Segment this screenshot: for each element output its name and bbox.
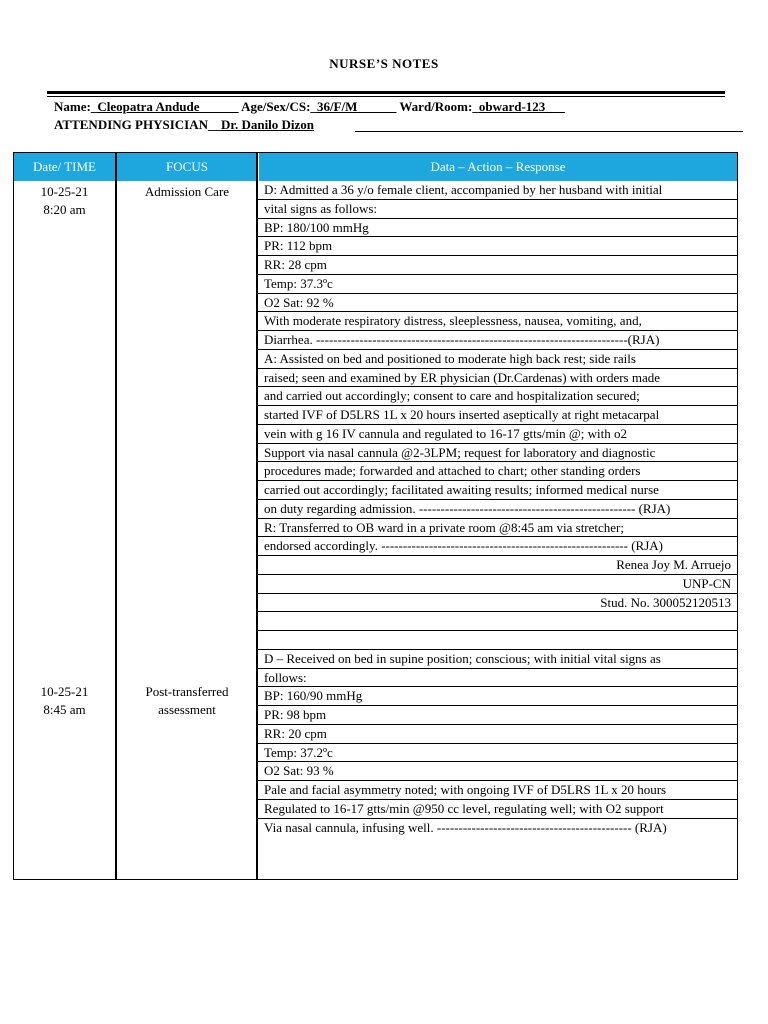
page-title: NURSE’S NOTES — [329, 56, 439, 71]
dar-row: and carried out accordingly; consent to care and hospitalization secured; — [258, 387, 737, 406]
header-rule-thin — [47, 96, 725, 97]
dar-row: Temp: 37.2ºc — [258, 744, 737, 763]
dar-row: Support via nasal cannula @2-3LPM; request for laboratory and diagnostic — [258, 444, 737, 463]
entry2-focus-line1: Post-transferred — [145, 684, 229, 699]
agesex-blank: ______ — [357, 99, 397, 114]
dar-row: vital signs as follows: — [258, 200, 737, 219]
name-label: Name:_ — [54, 99, 98, 114]
dar-row: PR: 112 bpm — [258, 237, 737, 256]
dar-row: R: Transferred to OB ward in a private room @8:45 am via stretcher; — [258, 519, 737, 538]
dar-row: on duty regarding admission. -------------------------------------------------- (RJA) — [258, 500, 737, 519]
dar-row: endorsed accordingly. --------------------------------------------------------- (RJA) — [258, 537, 737, 556]
dar-row: BP: 180/100 mmHg — [258, 219, 737, 238]
column-header-focus: FOCUS — [117, 153, 257, 181]
patient-agesex: 36/F/M — [316, 99, 358, 114]
patient-info-line — [54, 99, 565, 115]
dar-row: Renea Joy M. Arruejo — [258, 556, 737, 575]
entry1-focus: Admission Care — [144, 184, 230, 199]
entry1-time: 8:20 am — [43, 202, 86, 217]
column-divider — [115, 153, 117, 879]
column-header-date: Date/ TIME — [14, 153, 115, 181]
dar-row: O2 Sat: 93 % — [258, 762, 737, 781]
dar-row: carried out accordingly; facilitated awaiting results; informed medical nurse — [258, 481, 737, 500]
dar-row: A: Assisted on bed and positioned to moderate high back rest; side rails — [258, 350, 737, 369]
ward-label: Ward/Room:_ — [399, 99, 479, 114]
dar-row: follows: — [258, 669, 737, 688]
dar-row: D – Received on bed in supine position; conscious; with initial vital signs as — [258, 650, 737, 669]
notes-table — [13, 152, 738, 880]
ward-blank: ___ — [545, 99, 565, 114]
entry1-date: 10-25-21 — [40, 184, 89, 199]
name-blank: ______ — [199, 99, 239, 114]
dar-row: D: Admitted a 36 y/o female client, accompanied by her husband with initial — [258, 181, 737, 200]
entry2-date: 10-25-21 — [40, 684, 89, 699]
dar-row: procedures made; forwarded and attached to chart; other standing orders — [258, 462, 737, 481]
agesex-label: Age/Sex/CS:_ — [241, 99, 317, 114]
dar-row: vein with g 16 IV cannula and regulated to 16-17 gtts/min @; with o2 — [258, 425, 737, 444]
physician-line — [54, 117, 314, 133]
physician-name: Dr. Danilo Dizon — [220, 117, 315, 132]
dar-row: O2 Sat: 92 % — [258, 294, 737, 313]
dar-row: RR: 28 cpm — [258, 256, 737, 275]
physician-underline — [355, 131, 743, 132]
dar-row — [258, 631, 737, 650]
dar-row: Regulated to 16-17 gtts/min @950 cc level, regulating well; with O2 support — [258, 800, 737, 819]
dar-row: Stud. No. 300052120513 — [258, 594, 737, 613]
dar-row: started IVF of D5LRS 1L x 20 hours inserted aseptically at right metacarpal — [258, 406, 737, 425]
dar-column — [258, 181, 737, 837]
dar-row: RR: 20 cpm — [258, 725, 737, 744]
dar-row: Diarrhea. ------------------------------------------------------------------------(RJA) — [258, 331, 737, 350]
entry2-time: 8:45 am — [43, 702, 86, 717]
patient-name: Cleopatra Andude — [97, 99, 200, 114]
dar-row: With moderate respiratory distress, sleeplessness, nausea, vomiting, and, — [258, 312, 737, 331]
dar-row: raised; seen and examined by ER physician (Dr.Cardenas) with orders made — [258, 369, 737, 388]
dar-row: PR: 98 bpm — [258, 706, 737, 725]
dar-row: BP: 160/90 mmHg — [258, 687, 737, 706]
patient-ward: obward-123 — [478, 99, 546, 114]
header-rule-thick — [47, 91, 725, 94]
dar-row: Pale and facial asymmetry noted; with ongoing IVF of D5LRS 1L x 20 hours — [258, 781, 737, 800]
column-header-dar: Data – Action – Response — [259, 153, 737, 181]
dar-row — [258, 612, 737, 631]
dar-row: UNP-CN — [258, 575, 737, 594]
dar-row: Via nasal cannula, infusing well. --------------------------------------------- (RJA) — [264, 819, 667, 835]
dar-row: Temp: 37.3ºc — [258, 275, 737, 294]
physician-label: ATTENDING PHYSICIAN__ — [54, 117, 221, 132]
entry2-focus-line2: assessment — [158, 702, 216, 717]
